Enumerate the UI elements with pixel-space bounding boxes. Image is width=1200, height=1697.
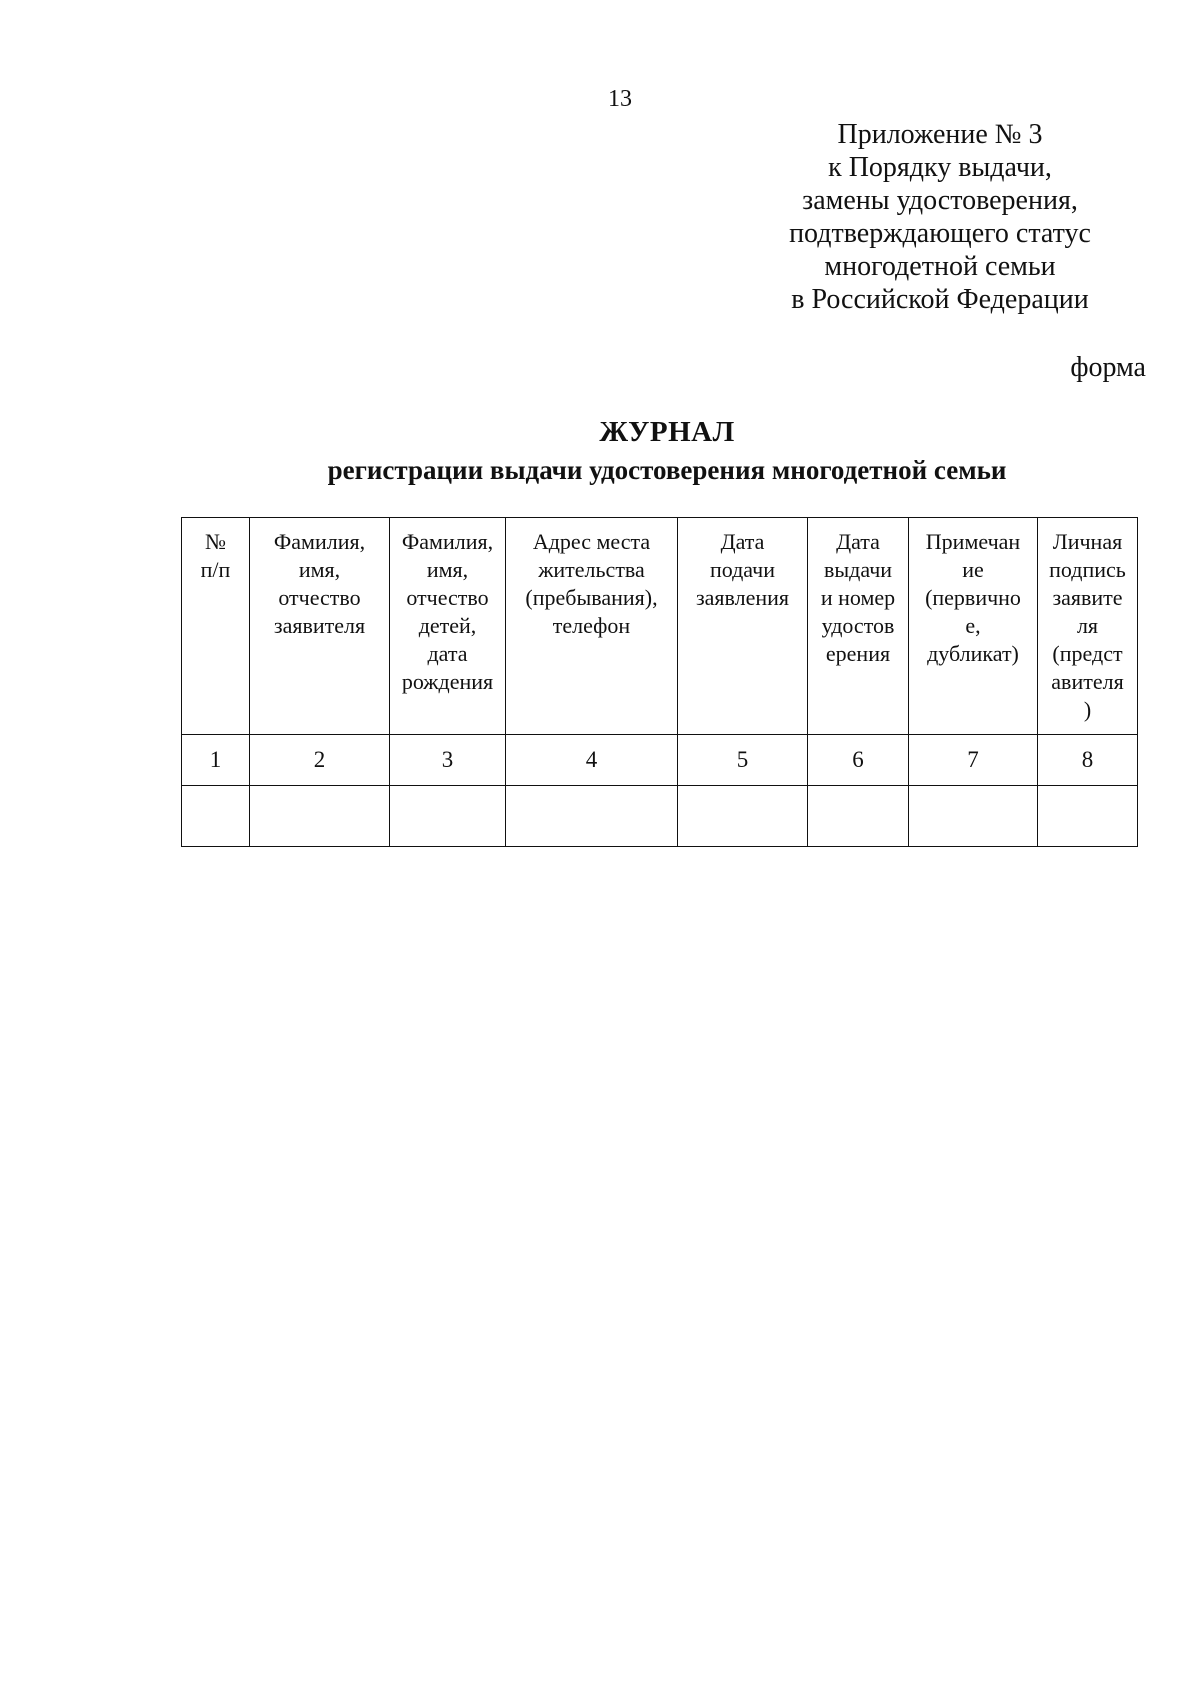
header-line: авителя [1051,669,1124,694]
header-line: Дата [836,529,880,554]
column-header [250,518,390,735]
header-line: ерения [825,641,891,666]
empty-cell [390,786,506,847]
appendix-line: Приложение № 3 [837,119,1043,150]
appendix-reference [760,118,1120,316]
empty-cell [808,786,909,847]
document-title: ЖУРНАЛ [599,416,735,448]
header-line: ) [1083,697,1092,722]
appendix-line: в Российской Федерации [791,284,1089,315]
table-header-row [182,518,1138,735]
header-line: подпись [1049,557,1126,582]
table-row [182,786,1138,847]
column-header [909,518,1038,735]
empty-cell [506,786,678,847]
header-line: ля [1076,613,1099,638]
column-number: 6 [808,735,909,786]
header-line: рождения [401,669,494,694]
column-number: 1 [182,735,250,786]
header-line: п/п [200,557,231,582]
empty-cell [250,786,390,847]
header-line: и номер [820,585,896,610]
header-line: е, [965,613,981,638]
header-line: Адрес места [532,529,651,554]
header-line: Фамилия, [401,529,494,554]
column-number: 5 [678,735,808,786]
column-header [182,518,250,735]
column-number-row [182,735,1138,786]
header-line: дубликат) [927,641,1019,666]
column-header [678,518,808,735]
header-line: № [205,529,226,554]
column-header [808,518,909,735]
appendix-line: замены удостоверения, [802,185,1078,216]
header-line: подачи [709,557,776,582]
column-number: 8 [1038,735,1138,786]
column-number: 7 [909,735,1038,786]
header-line: Фамилия, [273,529,366,554]
header-line: (пребывания), [525,585,658,610]
header-line: жительства [538,557,645,582]
column-number: 2 [250,735,390,786]
header-line: удостов [821,613,895,638]
column-number: 4 [506,735,678,786]
header-line: отчество [278,585,361,610]
form-label: форма [1070,352,1146,383]
header-line: (предст [1052,641,1123,666]
header-line: ие [962,557,984,582]
column-number: 3 [390,735,506,786]
header-line: телефон [552,613,631,638]
appendix-line: многодетной семьи [824,251,1056,282]
empty-cell [909,786,1038,847]
header-line: Примечан [925,529,1021,554]
header-line: Личная [1052,529,1123,554]
header-line: выдачи [823,557,893,582]
header-line: Дата [720,529,765,554]
header-line: заявителя [273,613,366,638]
header-line: заявления [695,585,790,610]
column-header [1038,518,1138,735]
empty-cell [1038,786,1138,847]
header-line: отчество [406,585,489,610]
header-line: детей, [418,613,477,638]
header-line: (первично [925,585,1021,610]
document-subtitle: регистрации выдачи удостоверения многодетной семьи [327,455,1007,485]
column-header [390,518,506,735]
header-line: дата [427,641,468,666]
header-line: заявите [1052,585,1123,610]
appendix-line: подтверждающего статус [789,218,1091,249]
appendix-line: к Порядку выдачи, [828,152,1052,183]
header-line: имя, [426,557,469,582]
page-number: 13 [608,86,632,112]
journal-table [181,517,1138,847]
header-line: имя, [298,557,341,582]
empty-cell [678,786,808,847]
empty-cell [182,786,250,847]
column-header [506,518,678,735]
